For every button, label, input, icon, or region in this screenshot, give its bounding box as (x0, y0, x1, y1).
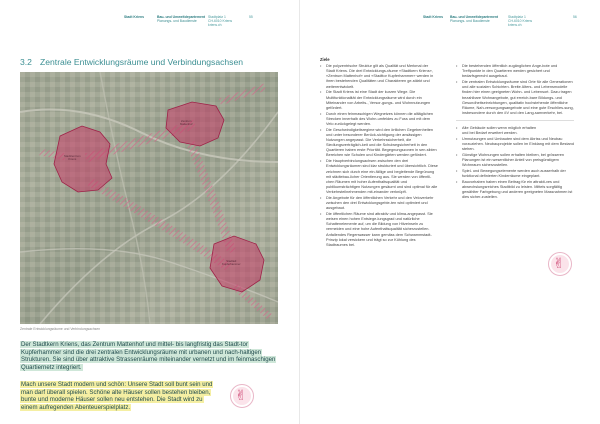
list-item: • Spiel- und Bewegungselemente werden auch ausserhalb der funktional definierten Kinderräume eingeplant. (456, 169, 574, 179)
highlight-paragraph-children: Mach unsere Stadt modern und schön: Unsere Stadt soll bunt sein und man darf überall spielen. Schöne alte Häuser sollen bestehen bleiben, bunte und moderne Häuser sollen neu entstehen. Die Stadt wird zu einem aufregenden Abenteuerspielplatz. (21, 381, 213, 411)
list-item: • Die Geschwindigkeitsregime wird den örtlichen Gegebenheiten und unter besonderer Berück-sichtigung der ansässigen Nutzungen angepasst. Die Verkehrssicherheit, die Siedlungsverträglich-keit und die Schulwegsicherheit in den Quartieren haben erste Priorität. Begegnungszonen in sen-siblen Bereichen wie Schulen und Kindergärten werden gefördert. (320, 128, 438, 159)
goals-column-2 (456, 64, 574, 201)
goals-column-1 (320, 64, 438, 249)
list-item: • Die bestehenden öffentlich zugänglichen Ange-bote und Treffpunkte in den Quartieren werden gesichert und bedarfsgerecht ausgebaut. (456, 64, 574, 79)
goals-heading: Ziele (320, 57, 330, 62)
list-item: • Die zentralen Entwicklungsräume sind Orte für alle Generationen und alle sozialen Schichten. Breite Alters- und Lebensmodelle finden hier einen geeigneten Wohn- und Lebensort. Dazu tragen bezahlbare Wohnangebote, gut erreich-bare Bildungs- und Gesundheitseinrichtungen, qualitativ hochstehende öffentliche Räume, Nah-versorgungsangebote und eine gute Erschlies-sung, insbesondere durch den öV und den Lang-samverkehr, bei. (456, 80, 574, 116)
map-label-kupferhammer: Stadtteil Kupferhammer (222, 259, 241, 267)
map-label-stadtkern: Stadtzentrum Kriens (64, 154, 81, 162)
map-caption: Zentrale Entwicklungsräume und Verbindungsachsen (20, 327, 101, 331)
development-area-stadtkern (54, 126, 112, 192)
list-item: • Die Hauptverbindungsachsen zwischen den drei Entwicklungsräumen sind klar strukturiert und übersichtlich. Diese zeichnen sich durch eine ein-fällige und begleitende Begrünung mit städtebau-licher Orientierung aus. Sie werden von öffentli-chen Räumen mit hoher Aufenthaltsqualität und publikumsträchtigen Nutzungen gesäumt und sind optimal für alle Verkehrsteilnehmenden mit-einander verknüpft. (320, 159, 438, 195)
header-address: Stadtplatz 1 CH-6010 Kriens kriens.ch (208, 15, 233, 28)
header-org: Stadt Kriens (423, 15, 443, 19)
list-item: • Die öffentlichen Räume sind attraktiv und klima-angepasst. Sie weisen einen hohen Entsiege-lungsgrad und natürliche Schattenelemente auf, um die Bildung von Hitzeinseln zu vermeiden und eine hohe Aufenthaltsqualität sicherzustellen. Anfallendes Regenwasser kann gemäss dem Schwammstadt-Prinzip lokal versickern und trägt so zur Kühlung des Stadtraumes bei. (320, 212, 438, 248)
map-overlay (20, 72, 278, 324)
list-item: • Alte Gebäude sollen wenn möglich erhalten und bei Bedarf erweitert werden. (456, 126, 542, 136)
section-number: 3.2 (20, 57, 32, 67)
list-item: • Durch einen feinmaschigen Wegnetzes können die alltäglichen Strecken innerhalb des Wohn-umfeldes zu Fuss und mit dem Velo zurückgelegt werden. (320, 112, 438, 127)
page-number: 56 (573, 15, 577, 19)
list-item: • Die polyzentrische Struktur gilt als Qualität und Merkmal der Stadt Kriens. Die drei Entwicklungs-räume «Stadtkern Kriens», «Zentrum Mattenhof» und «Stadttor Kupferhammer» werden in ihren bestehenden Qualitäten und Charakteren ge-stärkt und weiterentwickelt. (320, 64, 438, 90)
section-title: Zentrale Entwicklungsräume und Verbindungsachsen (40, 57, 244, 67)
header-department: Bau- und Umweltdepartement Planungs- und Baudienste (157, 15, 206, 24)
hand-sticker-icon: ✌ (230, 384, 254, 408)
aerial-map (20, 72, 278, 324)
list-item: • Bauvorhaben haben einen Beitrag für ein attrakti-ves und abwechslungsreiches Stadtbild zu leisten. Mittels sorgfältig gewählter Farbgebung und anderen geeigneten Massnahmen ist dies sicher-zustellen. (456, 180, 574, 201)
hand-sticker-icon: ✌ (548, 252, 572, 276)
divider (456, 120, 574, 121)
header-address: Stadtplatz 1 CH-6010 Kriens kriens.ch (508, 15, 533, 28)
list-item: • Günstige Wohnungen sollen erhalten bleiben, bei grösseren Planungen ist ein wesentlicher Anteil von preisgünstigem Wohnraum sicherzustellen. (456, 153, 574, 168)
list-item: • Umnutzungen und Umbauten sind dem Abriss und Neubau vorzuziehen. Neubauprojekte sollen im Einklang mit dem Bestand stehen. (456, 137, 574, 152)
highlight-paragraph-main: Der Stadtkern Kriens, das Zentrum Mattenhof und mittel- bis langfristig das Stadt-tor Kupferhammer sind die drei zentralen Entwicklungsräume mit urbanen und nach-haltigen Strukturen. Sie sind über attraktive Strassenräume miteinander vernetzt und im feinmaschigen Quartiernetz integriert. (21, 341, 276, 371)
list-item: • Die Angebote für den öffentlichen Verkehr und den Veloverkehr zwischen den drei Entwicklungsgebie-ten wird optimiert und ausgebaut. (320, 196, 438, 211)
page-number: 55 (249, 15, 253, 19)
list-item: • Die Stadt Kriens ist eine Stadt der kurzen Wege. Die Multifunktionalität der Entwicklungsräume wird durch ein Miteinander von Arbeits-, Versor-gungs- und Wohnnutzungen gefördert. (320, 90, 438, 111)
map-label-mattenhof: Zentrum Mattenhof (180, 119, 193, 127)
header-department: Bau- und Umweltdepartement Planungs- und Baudienste (450, 15, 499, 24)
header-org: Stadt Kriens (124, 15, 144, 19)
